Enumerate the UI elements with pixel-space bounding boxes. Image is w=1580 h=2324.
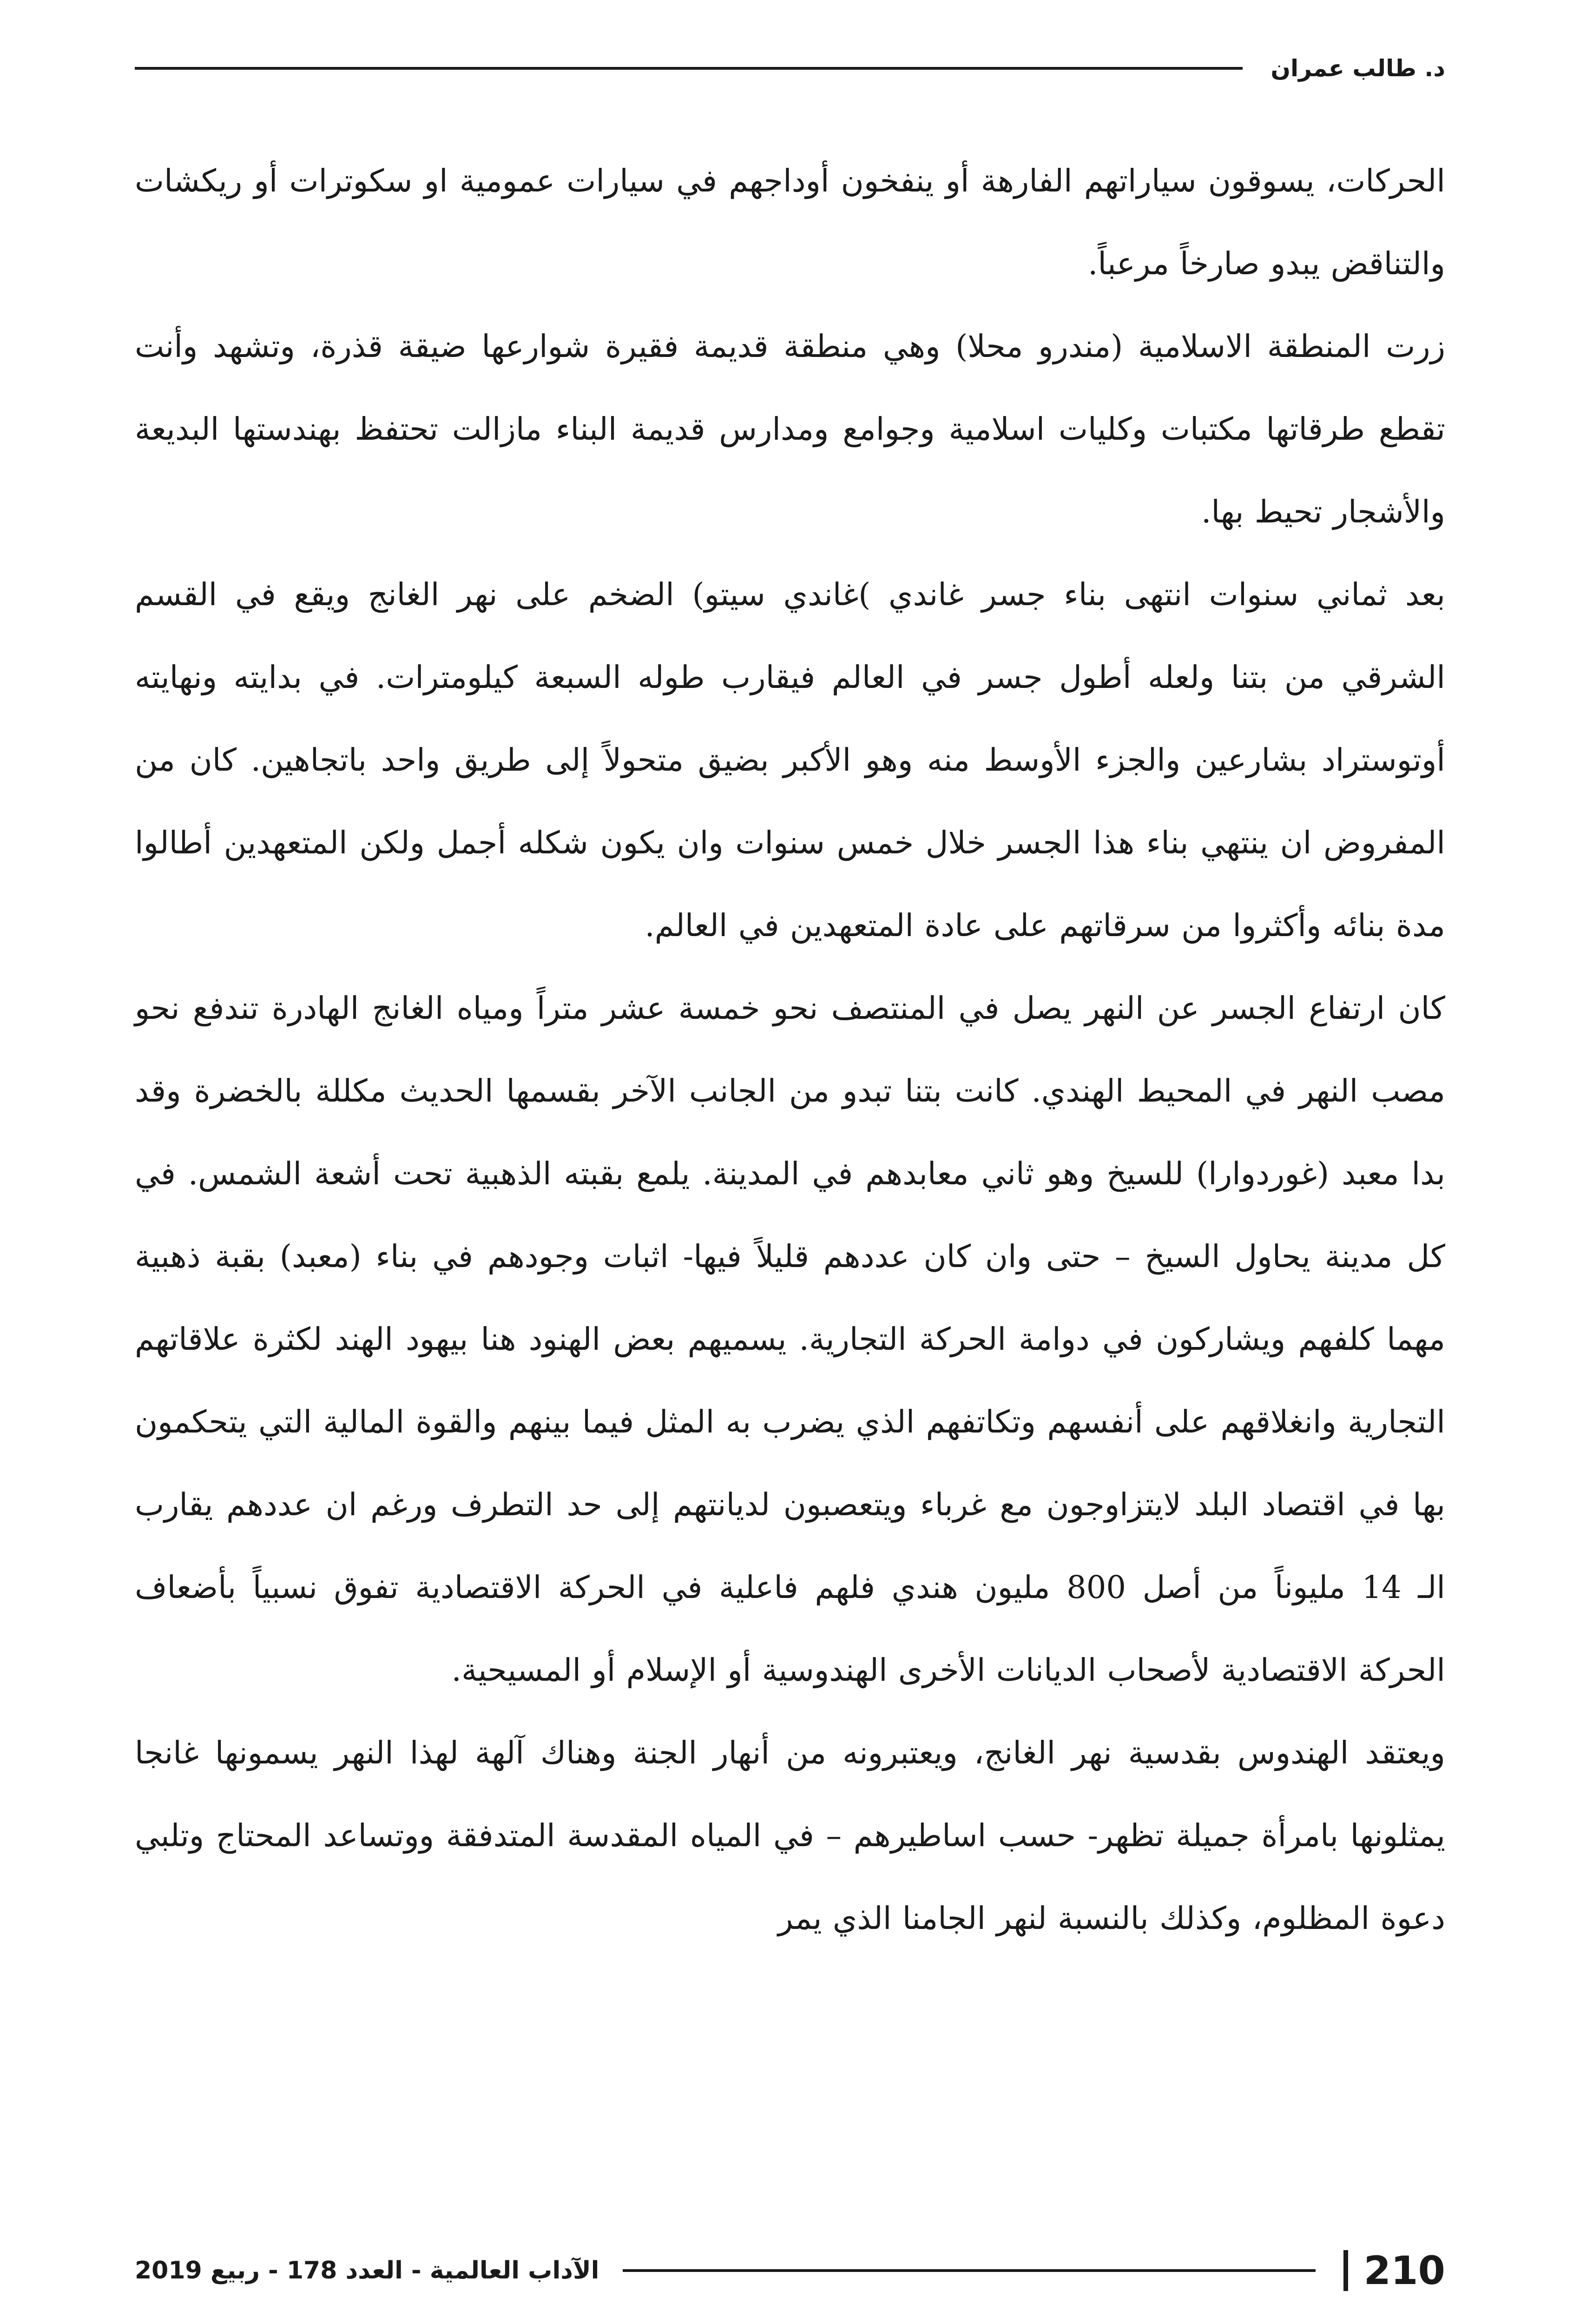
page-header (135, 52, 1445, 85)
paragraph-1: الحركات، يسوقون سياراتهم الفارهة أو ينفخون أوداجهم في سيارات عمومية او سكوترات أو ريكشات والتناقض يبدو صارخاً مرعباً. (135, 163, 1445, 282)
paragraph-3: بعد ثماني سنوات انتهى بناء جسر غاندي )غاندي سيتو) الضخم على نهر الغانج ويقع في القسم الشرقي من بتنا ولعله أطول جسر في العالم فيقارب طوله السبعة كيلومترات. في بدايته ونهايته أوتوستراد بشارعين والجزء الأوسط منه وهو الأكبر بضيق متحولاً إلى طريق واحد باتجاهين. كان من المفروض ان ينتهي بناء هذا الجسر خلال خمس سنوات وان يكون شكله أجمل ولكن المتعهدين أطالوا مدة بنائه وأكثروا من سرقاتهم على عادة المتعهدين في العالم. (135, 576, 1445, 944)
footer-rule (623, 2269, 1316, 2272)
article-body (135, 139, 1445, 1960)
page-number: 210 (1363, 2248, 1445, 2293)
paragraph-4: كان ارتفاع الجسر عن النهر يصل في المنتصف نحو خمسة عشر متراً ومياه الغانج الهادرة تندفع نحو مصب النهر في المحيط الهندي. كانت بتنا تبدو من الجانب الآخر بقسمها الحديث مكللة بالخضرة وقد بدا معبد (غوردوارا) للسيخ وهو ثاني معابدهم في المدينة. يلمع بقبته الذهبية تحت أشعة الشمس. في كل مدينة يحاول السيخ – حتى وان كان عددهم قليلاً فيها- اثبات وجودهم في بناء (معبد) بقبة ذهبية مهما كلفهم ويشاركون في دوامة الحركة التجارية. يسميهم بعض الهنود هنا بيهود الهند لكثرة علاقاتهم التجارية وانغلاقهم على أنفسهم وتكاتفهم الذي يضرب به المثل فيما بينهم والقوة المالية التي يتحكمون بها في اقتصاد البلد لايتزاوجون مع غرباء ويتعصبون لديانتهم إلى حد التطرف ورغم ان عددهم يقارب الـ 14 مليوناً من أصل 800 مليون هندي فلهم فاعلية في الحركة الاقتصادية تفوق نسبياً بأضعاف الحركة الاقتصادية لأصحاب الديانات الأخرى الهندوسية أو الإسلام أو المسيحية. (135, 990, 1445, 1688)
page-number-bar (1343, 2250, 1348, 2291)
paragraph-5: ويعتقد الهندوس بقدسية نهر الغانج، ويعتبرونه من أنهار الجنة وهناك آلهة لهذا النهر يسمونها غانجا يمثلونها بامرأة جميلة تظهر- حسب اساطيرهم – في المياه المقدسة المتدفقة ووتساعد المحتاج وتلبي دعوة المظلوم، وكذلك بالنسبة لنهر الجامنا الذي يمر (135, 1735, 1445, 1936)
paragraph-2: زرت المنطقة الاسلامية (مندرو محلا) وهي منطقة قديمة فقيرة شوارعها ضيقة قذرة، وتشهد وأنت تقطع طرقاتها مكتبات وكليات اسلامية وجوامع ومدارس قديمة البناء مازالت تحتفظ بهندستها البديعة والأشجار تحيط بها. (135, 328, 1445, 530)
page-footer (135, 2250, 1445, 2291)
author-name: د. طالب عمران (1271, 55, 1445, 82)
journal-issue: الآداب العالمية - العدد 178 - ربيع 2019 (135, 2257, 599, 2284)
header-rule (135, 67, 1243, 70)
